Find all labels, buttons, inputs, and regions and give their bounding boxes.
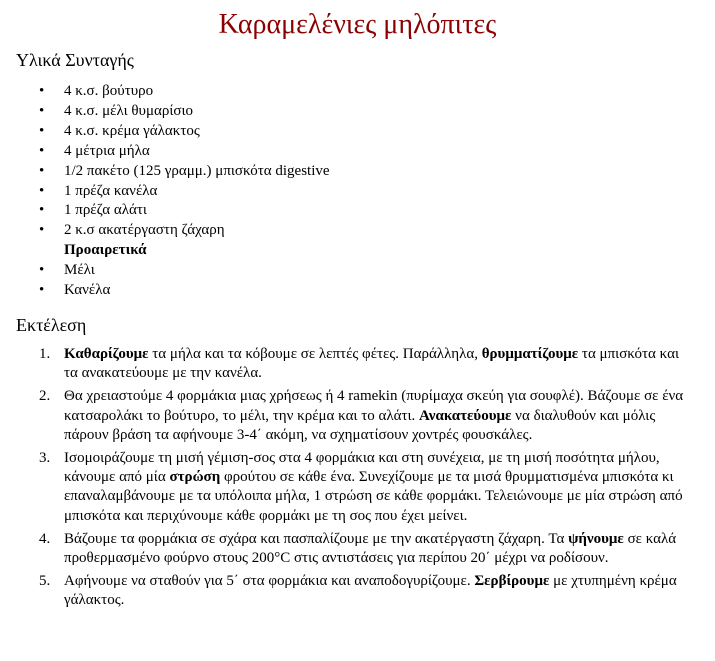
step-keyword: Καθαρίζουμε (64, 346, 149, 362)
ingredient-item: • 4 κ.σ. βούτυρο (0, 82, 330, 102)
step-text: Θα χρειαστούμε 4 φορμάκια μιας χρήσεως ή 4 ramekin (πυρίμαχα σκεύη για σουφλέ). Βάζουμε σε ένα κατσαρολάκι το βούτυρο, το μέλι, την κρέμα και το αλάτι. (64, 388, 684, 424)
method-step (0, 345, 690, 383)
step-keyword: ψήνουμε (568, 530, 624, 547)
ingredient-item: • 4 μέτρια μήλα (0, 142, 330, 162)
step-number: 3. (39, 450, 51, 467)
step-text: Βάζουμε τα φορμάκια σε σχάρα και πασπαλίζουμε με την ακατέργαστη ζάχαρη. Τα (64, 530, 569, 547)
step-number: 4. (39, 530, 51, 547)
step-text: με χτυπημένη κρέμα γάλακτος. (64, 573, 677, 609)
step-text: να διαλυθούν και μόλις πάρουν βράση τα αφήνουμε 3-4΄ ακόμη, να σχηματίσουν χοντρές φουσκάλες. (64, 407, 656, 443)
step-text: Ισομοιράζουμε τη μισή γέμιση-σος στα 4 φορμάκια και στη συνέχεια, με τη μισή ποσότητα μήλου, κάνουμε από μία (64, 450, 660, 486)
optional-label: Προαιρετικά (64, 242, 147, 259)
ingredient-item: • 1/2 πακέτο (125 γραμμ.) μπισκότα digestive (0, 162, 330, 182)
step-number: 1. (39, 346, 51, 362)
step-text: φρούτου σε κάθε ένα. Συνεχίζουμε με τα μισά θρυμματισμένα μπισκότα κι επαναλαμβάνουμε με τα υπόλοιπα μήλα, 1 στρώση σε κάθε φορμάκι. Τελειώνουμε με μία στρώση από μπισκότα και περιχύνουμε κάθε φορμάκι με τη σος που έχει μείνει. (64, 469, 683, 524)
ingredient-item: • 2 κ.σ ακατέργαστη ζάχαρη (0, 221, 330, 241)
step-text: τα μπισκότα και τα ανακατεύουμε με την κανέλα. (64, 346, 679, 382)
optional-item: • Κανέλα (0, 281, 330, 301)
method-steps-list (0, 345, 690, 615)
step-text: Αφήνουμε να σταθούν για 5΄ στα φορμάκια και αναποδογυρίζουμε. (64, 573, 475, 590)
optional-item: • Μέλι (0, 261, 330, 281)
method-step (0, 449, 690, 526)
ingredient-item: • 1 πρέζα αλάτι (0, 201, 330, 221)
step-keyword: στρώση (169, 469, 221, 486)
ingredient-item: • 4 κ.σ. μέλι θυμαρίσιο (0, 102, 330, 122)
ingredients-heading: Υλικά Συνταγής (16, 50, 134, 70)
step-text: σε καλά προθερμασμένο φούρνο στους 200°C στις αντιστάσεις για περίπου 20΄ μέχρι να ροδίσουν. (64, 530, 677, 567)
step-number: 2. (39, 388, 51, 405)
ingredient-item: • 4 κ.σ. κρέμα γάλακτος (0, 122, 330, 142)
step-keyword: Σερβίρουμε (474, 573, 550, 590)
step-number: 5. (39, 573, 51, 590)
method-step (0, 387, 690, 445)
recipe-title: Καραμελένιες μηλόπιτες (218, 9, 497, 40)
step-keyword: Ανακατεύουμε (419, 407, 512, 424)
ingredients-list (0, 82, 330, 301)
method-heading: Εκτέλεση (16, 315, 87, 335)
step-keyword: θρυμματίζουμε (481, 346, 579, 362)
step-text: τα μήλα και τα κόβουμε σε λεπτές φέτες. Παράλληλα, (148, 346, 482, 362)
ingredient-item: • 1 πρέζα κανέλα (0, 182, 330, 202)
method-step (0, 572, 690, 610)
method-step (0, 530, 690, 568)
